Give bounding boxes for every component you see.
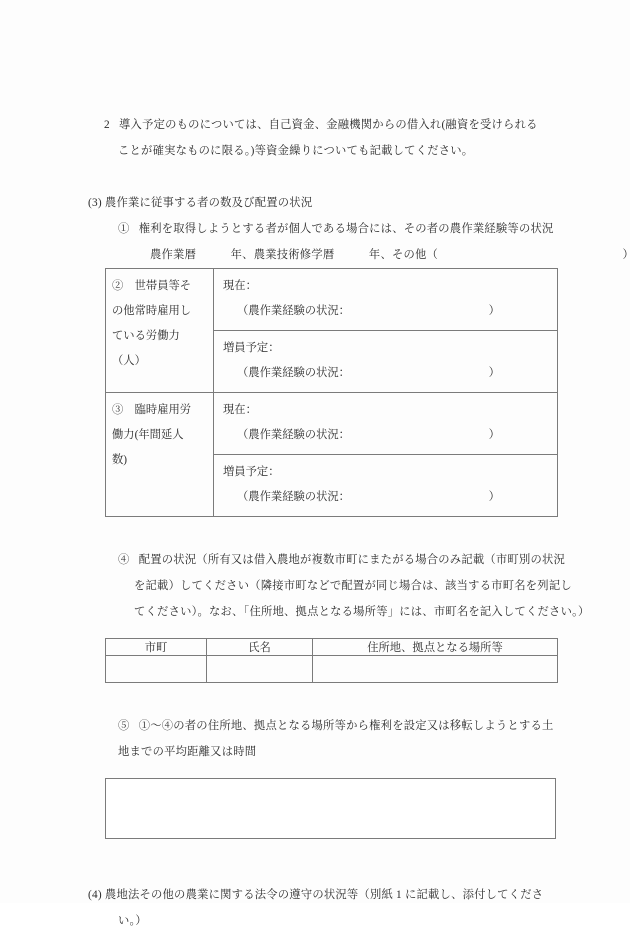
table-header-row	[106, 639, 558, 656]
section-3-item-4	[88, 547, 590, 625]
spacer	[88, 683, 560, 713]
labor-row-3-increase-experience-prefix: （農作業経験の状況：	[237, 491, 350, 503]
labor-row-2-label-cell	[106, 269, 214, 393]
section-3-item-5	[88, 713, 560, 765]
labor-row-3-increase-cell[interactable]	[214, 455, 558, 517]
labor-row-3-current-experience-suffix: ）	[488, 429, 500, 441]
placement-header-name: 氏名	[207, 639, 313, 656]
note-2-text-line-1: 導入予定のものについては、自己資金、金融機関からの借入れ(融資を受けられる	[119, 119, 538, 131]
note-2-line-1	[88, 112, 560, 138]
item-4-text-line-1: 配置の状況（所有又は借入農地が複数市町にまたがる場合のみ記載（市町別の状況	[138, 554, 566, 566]
labor-row-2-increase-title: 増員予定：	[223, 342, 280, 354]
labor-row-2-label-line-1: ② 世帯員等そ	[112, 280, 192, 292]
spacer	[88, 839, 560, 869]
labor-row-2-label-line-3: ている労働力	[112, 330, 180, 342]
section-3-heading-line	[88, 190, 560, 216]
labor-row-2-increase-cell[interactable]	[214, 331, 558, 393]
section-3-item-1	[88, 216, 634, 268]
labor-row-2-increase-experience-prefix: （農作業経験の状況：	[237, 367, 350, 379]
table-row	[106, 269, 558, 331]
item-1-marker: ①	[118, 223, 130, 235]
table-row	[106, 393, 558, 455]
labor-row-2-current-experience-prefix: （農作業経験の状況：	[237, 305, 350, 317]
labor-row-3-current-cell[interactable]	[214, 393, 558, 455]
section-3-marker: (3)	[88, 197, 102, 209]
item-1-subline: 農作業暦 年、農業技術修学暦 年、その他（ ）	[150, 249, 634, 261]
item-4-line-1	[88, 547, 566, 573]
section-3-heading: 農作業に従事する者の数及び配置の状況	[104, 197, 313, 209]
labor-row-2-increase-experience-suffix: ）	[488, 367, 500, 379]
labor-row-3-current-experience	[223, 423, 551, 448]
labor-row-2-label-line-4: （人）	[112, 355, 146, 367]
section-4-line-2: い。）	[118, 915, 147, 927]
labor-row-2-label-line-2: の他常時雇用し	[112, 305, 192, 317]
item-5-text-line-1: ①～④の者の住所地、拠点となる場所等から権利を設定又は移転しようとする土	[138, 720, 554, 732]
labor-row-3-increase-experience-suffix: ）	[488, 491, 500, 503]
section-3-heading-row	[88, 190, 560, 216]
labor-row-2-current-title: 現在：	[223, 280, 257, 292]
item-1-text: 権利を取得しようとする者が個人である場合には、その者の農作業経験等の状況	[138, 223, 554, 235]
placement-header-address: 住所地、拠点となる場所等	[313, 639, 558, 656]
placement-cell-address[interactable]	[313, 656, 558, 683]
item-1-line	[88, 216, 560, 242]
labor-row-3-label-line-3: 数)	[112, 454, 128, 466]
placement-cell-city[interactable]	[106, 656, 207, 683]
spacer	[88, 517, 560, 547]
average-distance-input-box[interactable]	[105, 778, 556, 839]
labor-row-2-current-experience-suffix: ）	[488, 305, 500, 317]
placement-header-city: 市町	[106, 639, 207, 656]
section-4-text-line-1: 農地法その他の農業に関する法令の遵守の状況等（別紙 1 に記載し、添付してくださ	[104, 889, 544, 901]
table-row	[106, 656, 558, 683]
section-4-marker: (4)	[88, 889, 102, 901]
labor-row-3-label-line-2: 働力(年間延人	[112, 429, 184, 441]
labor-row-2-current-cell[interactable]	[214, 269, 558, 331]
note-2-line-2: ことが確実なものに限る。)等資金繰りについても記載してください。	[118, 145, 474, 157]
placement-cell-name[interactable]	[207, 656, 313, 683]
spacer	[88, 869, 560, 882]
note-2-paragraph	[88, 112, 560, 164]
item-4-line-2: を記載）してください（隣接市町などで配置が同じ場合は、該当する市町名を列記し	[134, 580, 572, 592]
item-4-line-3: てください）。なお、「住所地、拠点となる場所等」には、市町名を記入してください。）	[134, 606, 590, 618]
spacer	[88, 625, 560, 638]
labor-row-3-label-line-1: ③ 臨時雇用労	[112, 404, 192, 416]
note-2-marker: 2	[104, 119, 110, 131]
document-content	[88, 112, 634, 934]
spacer	[88, 765, 560, 778]
item-4-marker: ④	[118, 554, 130, 566]
placement-table	[105, 638, 558, 683]
section-4-paragraph	[88, 882, 560, 934]
item-5-line-2: 地までの平均距離又は時間	[118, 746, 257, 758]
labor-row-3-current-experience-prefix: （農作業経験の状況：	[237, 429, 350, 441]
labor-row-3-label-cell	[106, 393, 214, 517]
item-5-line-1	[88, 713, 560, 739]
section-4-line-1	[88, 882, 560, 908]
item-5-marker: ⑤	[118, 720, 130, 732]
labor-row-3-increase-experience	[223, 485, 551, 510]
labor-force-table	[105, 268, 558, 517]
labor-row-3-increase-title: 増員予定：	[223, 466, 280, 478]
spacer	[88, 164, 560, 190]
labor-row-3-current-title: 現在：	[223, 404, 257, 416]
labor-row-2-current-experience	[223, 299, 551, 324]
labor-row-2-increase-experience	[223, 361, 551, 386]
